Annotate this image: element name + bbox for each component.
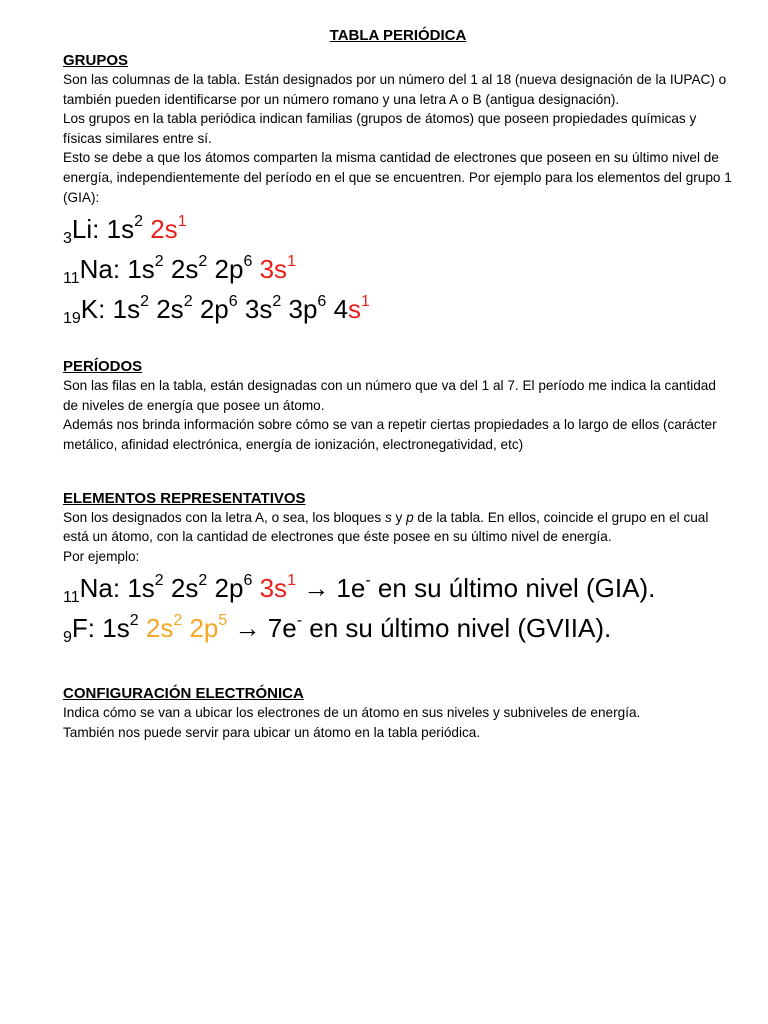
paragraph: Son las filas en la tabla, están designadas con un número que va del 1 al 7. El período me indica la cantidad de niveles de energía que posee un átomo. <box>63 378 716 413</box>
atomic-number: 11 <box>63 589 80 607</box>
atomic-number: 9 <box>63 629 72 647</box>
orbital: $3s^1$ <box>259 253 296 285</box>
orbital-exponent: 2 <box>140 293 149 311</box>
electron-charge: - <box>365 572 371 590</box>
italic-text: s <box>384 509 392 525</box>
section-heading-representativos: ELEMENTOS REPRESENTATIVOS <box>63 489 306 507</box>
orbital-exponent: 2 <box>198 253 208 271</box>
electron-charge: - <box>296 612 303 630</box>
orbital-exponent: 2 <box>154 572 164 590</box>
section-grupos <box>63 51 733 329</box>
electron-config-line <box>63 568 733 608</box>
orbital: $2p^5$ <box>189 612 228 644</box>
element-symbol: K: <box>80 294 106 325</box>
section-representativos <box>63 489 733 649</box>
orbital: $s^1$ <box>348 293 370 325</box>
orbital: $1s^2$ <box>102 612 139 644</box>
atomic-number: 11 <box>63 270 80 288</box>
italic-text: p <box>406 509 414 525</box>
paragraph: Esto se debe a que los átomos comparten la misma cantidad de electrones que poseen en su último nivel de energía, independientemente del período en el que se encuentren. Por ejemplo para los elementos del grupo 1 (GIA): <box>63 150 732 205</box>
orbital: $2s^1$ <box>150 213 187 245</box>
text-run: Son los designados con la letra A, o sea, los bloques <box>63 509 385 525</box>
result-text: en su último nivel (GVIIA). <box>309 613 612 644</box>
orbital: $2s^2$ <box>156 293 193 325</box>
orbital: $2p^6$ <box>199 293 238 325</box>
electron-config-examples <box>63 568 733 648</box>
element-symbol: Na: <box>79 573 121 604</box>
orbital: $3s^2$ <box>244 293 282 325</box>
orbital-exponent: 2 <box>198 572 208 590</box>
section-heading-periodos: PERÍODOS <box>63 358 143 376</box>
orbital: $3p^6$ <box>288 293 327 325</box>
text-run: de la tabla. En ellos, coincide el grupo en el cual está un átomo, con la cantidad de electrones que éste posee en su último nivel de energía. <box>63 509 709 545</box>
section-periodos <box>63 357 733 454</box>
orbital-exponent: 6 <box>228 293 238 311</box>
orbital-exponent: 1 <box>177 213 187 231</box>
electron-config-line <box>63 249 733 289</box>
element-symbol: Na: <box>79 254 121 285</box>
orbital-exponent: 2 <box>173 612 183 630</box>
orbital-exponent: 1 <box>287 253 296 271</box>
element-symbol: Li: <box>71 214 100 245</box>
orbital: $3s^1$ <box>259 572 296 604</box>
orbital-exponent: 2 <box>183 293 193 311</box>
orbital-exponent: 6 <box>243 253 253 271</box>
orbital: $1s^2$ <box>127 572 164 604</box>
orbital-exponent: 5 <box>218 612 228 630</box>
orbital-exponent: 2 <box>134 213 143 231</box>
document-page <box>63 27 733 743</box>
orbital: $2s^2$ <box>145 612 183 644</box>
page-title: TABLA PERIÓDICA <box>329 27 467 44</box>
orbital: $2s^2$ <box>170 253 208 285</box>
arrow-result: → 1e <box>303 573 366 604</box>
section-heading-configuracion: CONFIGURACIÓN ELECTRÓNICA <box>63 685 304 703</box>
text-run: y <box>391 509 407 525</box>
orbital-exponent: 2 <box>129 612 139 630</box>
orbital-exponent: 6 <box>243 572 253 590</box>
orbital-exponent: 2 <box>272 293 282 311</box>
paragraph: Por ejemplo: <box>63 548 140 564</box>
orbital-exponent: 1 <box>361 293 370 311</box>
result-text: en su último nivel (GIA). <box>377 573 656 604</box>
paragraph: También nos puede servir para ubicar un átomo en la tabla periódica. <box>63 724 481 740</box>
section-heading-grupos: GRUPOS <box>63 52 129 69</box>
electron-config-examples <box>63 209 733 329</box>
orbital: $1s^2$ <box>127 253 164 285</box>
orbital-exponent: 2 <box>154 253 164 271</box>
arrow-result: → 7e <box>234 613 297 644</box>
atomic-number: 3 <box>63 230 72 248</box>
section-configuracion <box>63 684 733 742</box>
orbital-exponent: 1 <box>287 572 296 590</box>
element-symbol: F: <box>71 613 96 644</box>
atomic-number: 19 <box>63 310 81 328</box>
electron-config-line <box>63 289 733 329</box>
paragraph: Indica cómo se van a ubicar los electrones de un átomo en sus niveles y subniveles de energía. <box>63 705 641 721</box>
orbital: $2p^6$ <box>214 572 253 604</box>
orbital: $2s^2$ <box>170 572 208 604</box>
paragraph: Son las columnas de la tabla. Están designados por un número del 1 al 18 (nueva designación de la IUPAC) o también pueden identificarse por un número romano y una letra A o B (antigua designación). <box>63 72 727 107</box>
orbital-exponent: 6 <box>317 293 327 311</box>
paragraph <box>63 508 733 547</box>
electron-config-line <box>63 608 733 648</box>
orbital: $1s^2$ <box>106 213 143 245</box>
paragraph: Además nos brinda información sobre cómo se van a repetir ciertas propiedades a lo largo de ellos (carácter metálico, afinidad electrónica, energía de ionización, electronegatividad, etc) <box>63 417 717 452</box>
electron-config-line <box>63 209 733 249</box>
orbital: $2p^6$ <box>214 253 253 285</box>
orbital: 4 <box>333 294 349 325</box>
paragraph: Los grupos en la tabla periódica indican familias (grupos de átomos) que poseen propiedades químicas y físicas similares entre sí. <box>63 111 697 146</box>
orbital: $1s^2$ <box>112 293 149 325</box>
